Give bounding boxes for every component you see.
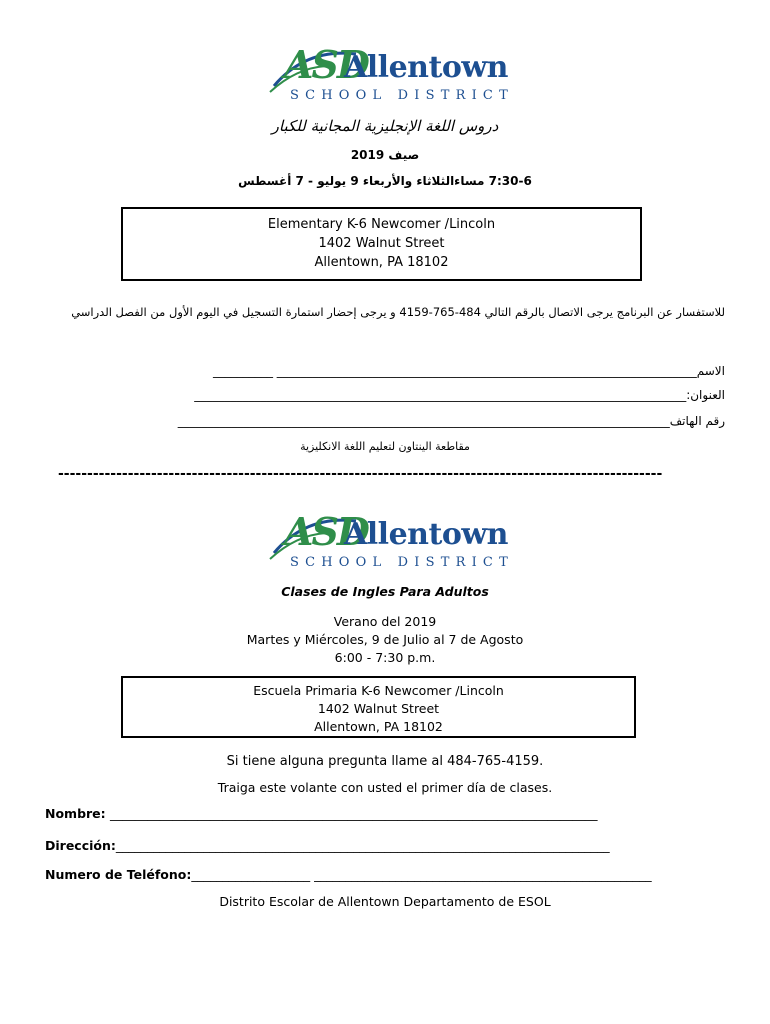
spanish-schedule: Martes y Miércoles, 9 de Julio al 7 de Agosto — [246, 632, 524, 647]
address-line[interactable]: _______________________________________________________________________________ — [115, 838, 610, 853]
logo-name: Allentown — [344, 517, 508, 552]
name-label: Nombre: — [45, 806, 111, 821]
arabic-schedule: 7:30-6 مساءالثلاثاء والأربعاء 9 يوليو - 7 أغسطس — [238, 174, 532, 188]
logo-abbr: ASD — [284, 509, 368, 554]
spanish-address-field[interactable] — [45, 838, 610, 853]
location-line-1: Elementary K-6 Newcomer /Lincoln — [267, 217, 496, 232]
spanish-time: 6:00 - 7:30 p.m. — [334, 650, 436, 665]
arabic-footer: مقاطعة الينتاون لتعليم اللغة الانكليزية — [300, 440, 470, 453]
logo-name: Allentown — [344, 50, 508, 85]
cut-divider: -------------------------------------------------------------------------------------------------------- — [58, 466, 663, 482]
logo-subtitle: SCHOOL DISTRICT — [290, 555, 514, 570]
location-line-2: 1402 Walnut Street — [317, 701, 440, 716]
spanish-title: Clases de Ingles Para Adultos — [281, 584, 489, 599]
asd-logo-2 — [266, 509, 514, 575]
arabic-name-field[interactable]: الاسم______________________________________________________________________ __________ — [212, 364, 725, 378]
location-line-1: Escuela Primaria K-6 Newcomer /Lincoln — [253, 683, 504, 698]
spanish-bring: Traiga este volante con usted el primer día de clases. — [217, 780, 553, 795]
logo-subtitle: SCHOOL DISTRICT — [290, 88, 514, 103]
location-line-2: 1402 Walnut Street — [318, 236, 445, 251]
spanish-question: Si tiene alguna pregunta llame al 484-765-4159. — [226, 754, 544, 769]
arabic-phone-field[interactable]: رقم الهاتف__________________________________________________________________________________ — [177, 414, 725, 428]
arabic-title: دروس اللغة الإنجليزية المجانية للكبار — [271, 117, 499, 135]
arabic-season: صيف 2019 — [350, 148, 420, 162]
location-line-3: Allentown, PA 18102 — [314, 719, 443, 734]
logo-abbr: ASD — [284, 42, 368, 87]
spanish-phone-field[interactable] — [45, 867, 652, 882]
phone-line[interactable]: ___________________ ______________________________________________________ — [191, 867, 652, 882]
phone-label: Numero de Teléfono: — [45, 867, 192, 882]
address-label: Dirección: — [45, 838, 116, 853]
asd-logo — [266, 42, 514, 108]
spanish-season: Verano del 2019 — [333, 614, 437, 629]
spanish-footer: Distrito Escolar de Allentown Departamento de ESOL — [219, 894, 551, 909]
arabic-inquiry: للاستفسار عن البرنامج يرجى الاتصال بالرقم التالي 484-765-4159 و يرجى إحضار استمارة التسجيل في اليوم الأول من الفصل الدراسي — [71, 305, 725, 319]
arabic-location-box — [121, 207, 642, 281]
location-line-3: Allentown, PA 18102 — [314, 255, 449, 270]
arabic-address-field[interactable]: العنوان:__________________________________________________________________________________ — [194, 388, 725, 402]
spanish-location-box — [121, 676, 636, 738]
name-line[interactable]: ______________________________________________________________________________ — [110, 806, 598, 821]
spanish-name-field[interactable] — [45, 806, 598, 821]
